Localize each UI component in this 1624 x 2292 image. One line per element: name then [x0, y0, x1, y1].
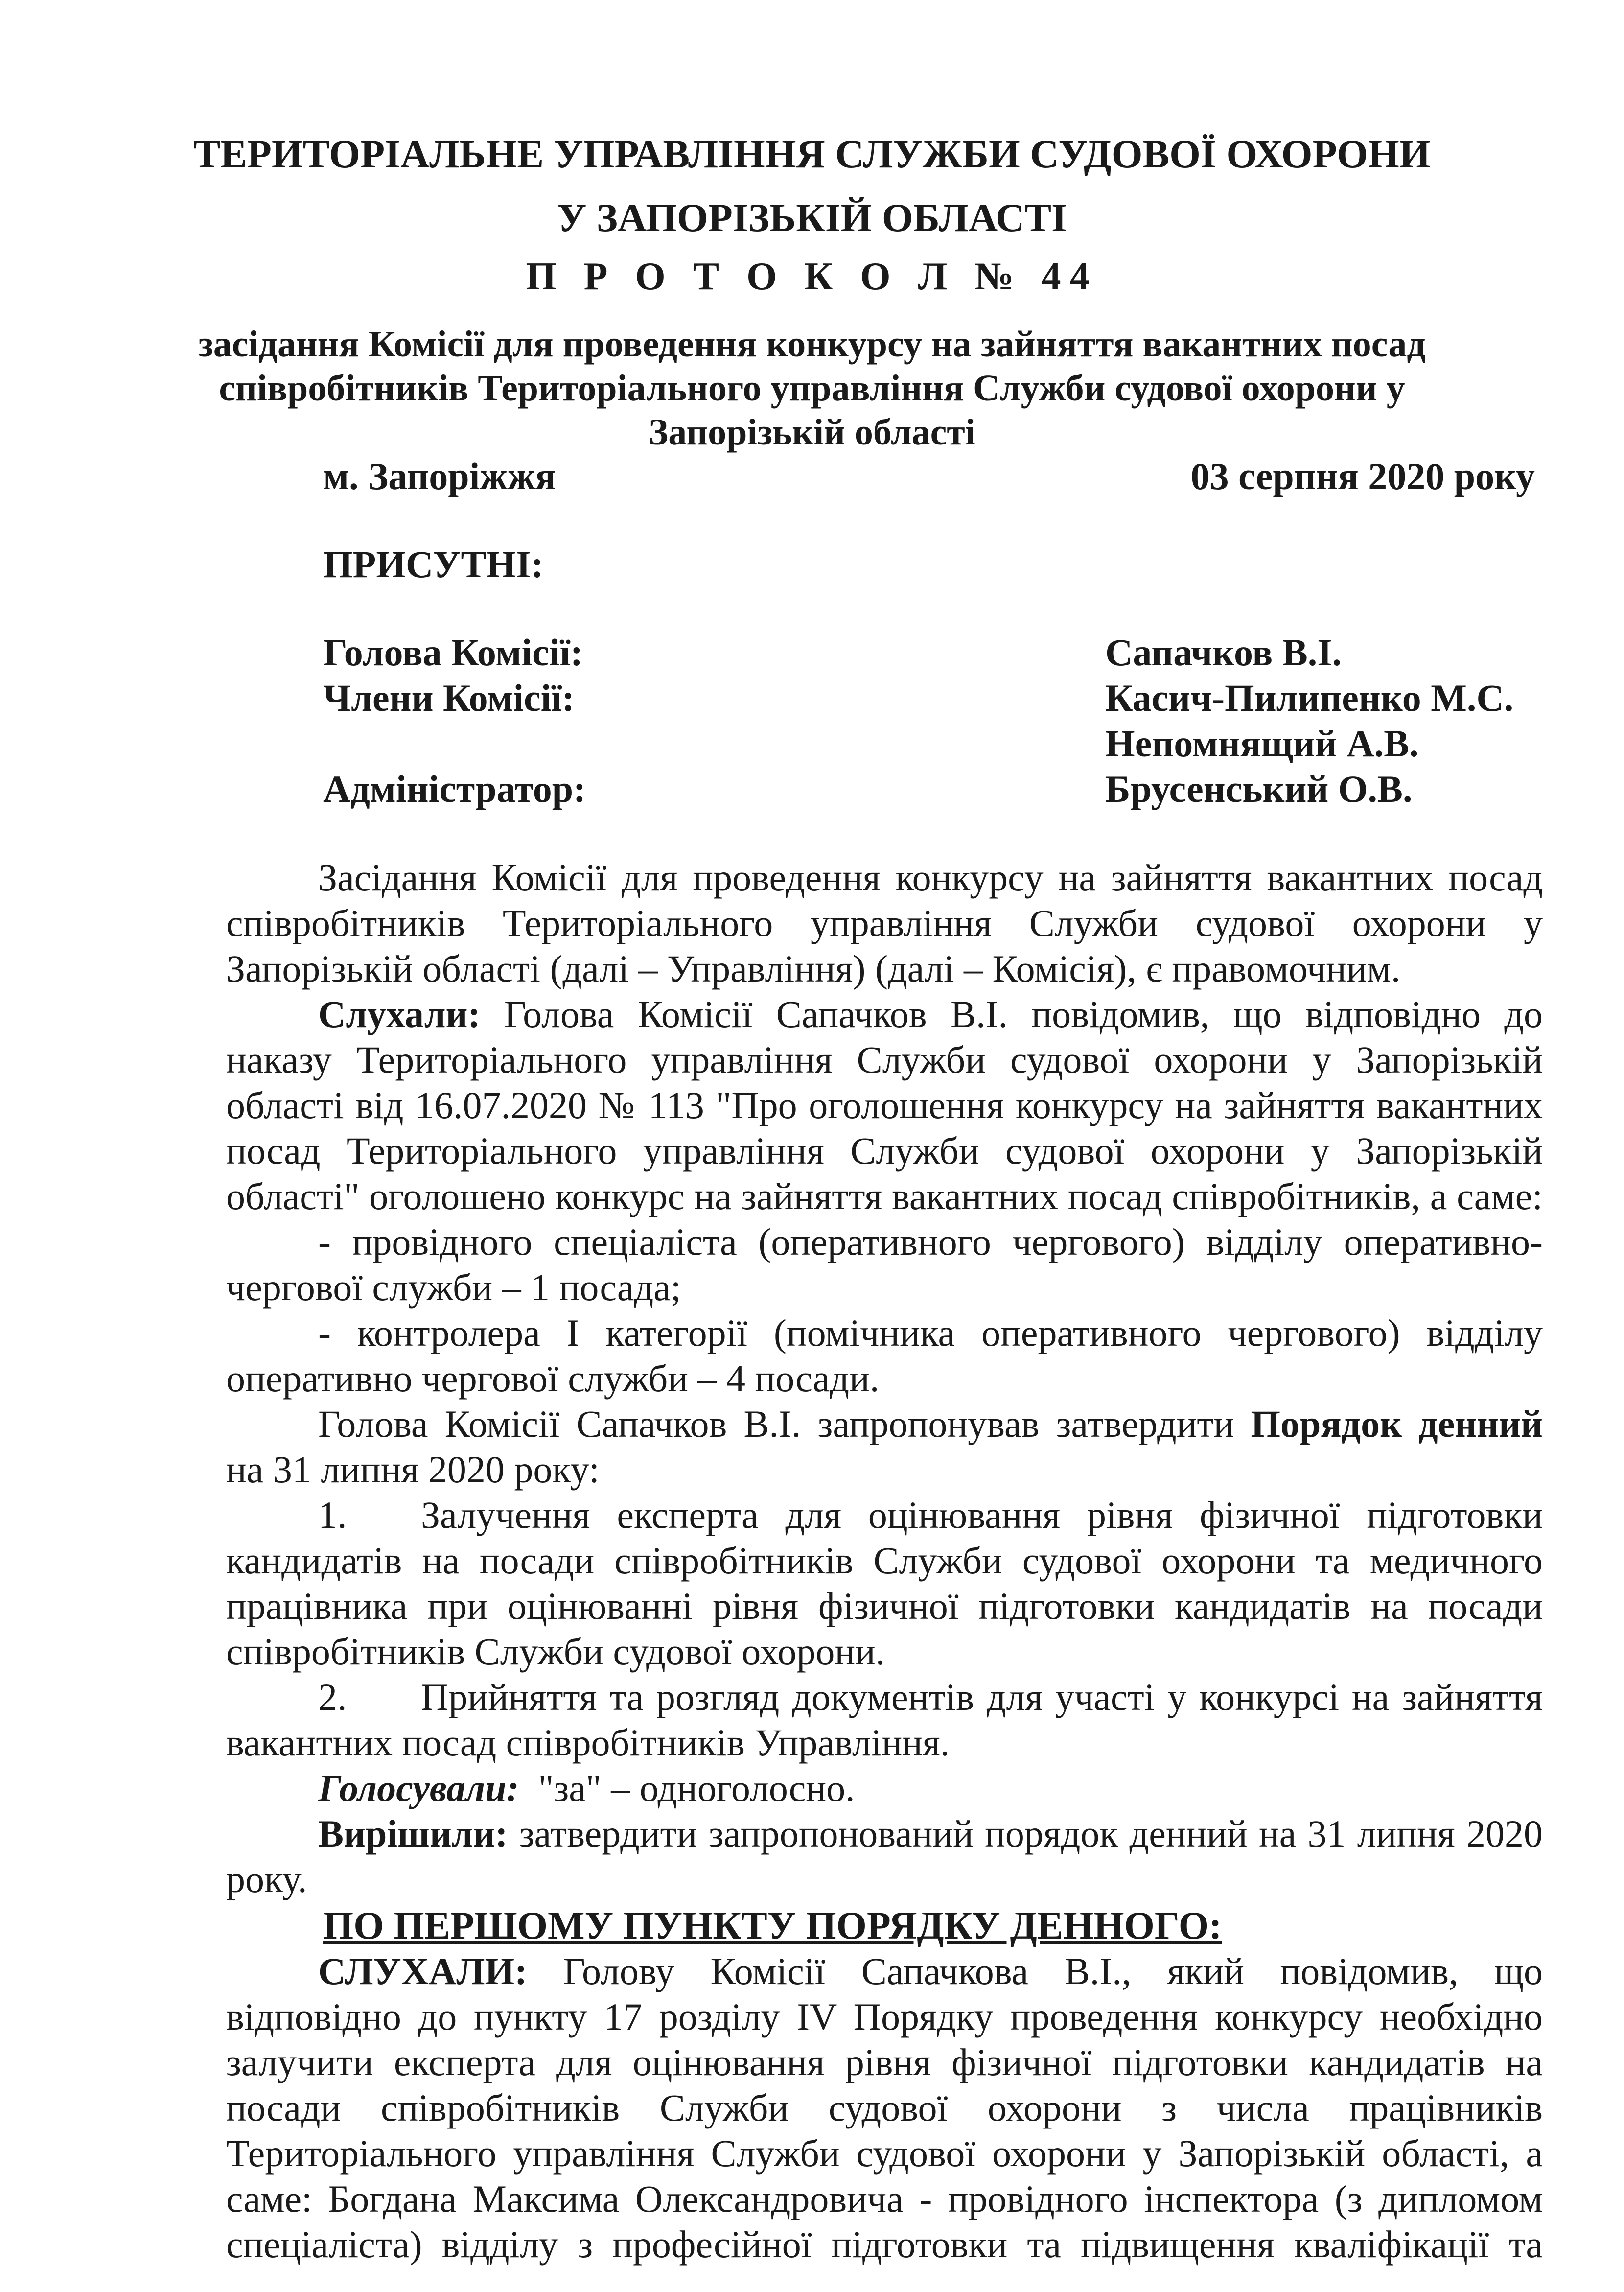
heard-label: Слухали:: [318, 993, 481, 1035]
paragraph-line: [318, 991, 1543, 1038]
admin-label: Адміністратор:: [323, 768, 586, 810]
agenda-item-1-line: співробітників Служби судової охорони.: [226, 1630, 885, 1673]
paragraph-line: - провідного спеціаліста (оперативного чергового) відділу оперативно-: [318, 1220, 1543, 1263]
decided-text: затвердити запропонований порядок денний на 31 липня 2020: [519, 1812, 1543, 1855]
paragraph-line: спеціаліста) відділу з професійної підготовки та підвищення кваліфікації та: [226, 2223, 1543, 2266]
agenda-item-1-number: 1.: [318, 1494, 347, 1536]
decided-label: Вирішили:: [318, 1812, 508, 1855]
place: м. Запоріжжя: [323, 455, 556, 497]
chair-label: Голова Комісії:: [323, 631, 583, 674]
member-2-name: Непомнящий А.В.: [1105, 722, 1419, 765]
heard-label-upper: СЛУХАЛИ:: [318, 1950, 528, 1992]
present-label: ПРИСУТНІ:: [323, 543, 544, 585]
paragraph-line: області від 16.07.2020 № 113 "Про оголошення конкурсу на зайняття вакантних: [226, 1084, 1543, 1126]
vote-line: [318, 1765, 855, 1812]
agenda-item-1-line: кандидатів на посади співробітників Служби судової охорони та медичного: [226, 1539, 1543, 1582]
paragraph-line: посад Територіального управління Служби судової охорони у Запорізькій: [226, 1129, 1543, 1172]
date: 03 серпня 2020 року: [1190, 455, 1535, 497]
paragraph-line: [318, 1948, 1543, 1995]
subtitle-line2: співробітників Територіального управління Служби судової охорони у: [219, 368, 1405, 409]
paragraph-line: області" оголошено конкурс на зайняття вакантних посад співробітників, а саме:: [226, 1175, 1543, 1217]
paragraph-text: Голову Комісії Сапачкова В.І., який повідомив, що: [563, 1950, 1543, 1992]
paragraph-line: посади співробітників Служби судової охорони з числа працівників: [226, 2086, 1543, 2129]
subtitle-line3: Запорізькій області: [649, 412, 975, 453]
paragraph-line: залучити експерта для оцінювання рівня фізичної підготовки кандидатів на: [226, 2041, 1543, 2083]
paragraph-line: Засідання Комісії для проведення конкурсу на зайняття вакантних посад: [318, 856, 1543, 899]
paragraph-line: на 31 липня 2020 року:: [226, 1448, 600, 1491]
paragraph-line: відповідно до пункту 17 розділу IV Порядку проведення конкурсу необхідно: [226, 1995, 1543, 2038]
org-title-line2: У ЗАПОРІЗЬКІЙ ОБЛАСТІ: [557, 195, 1067, 240]
org-title-line1: ТЕРИТОРІАЛЬНЕ УПРАВЛІННЯ СЛУЖБИ СУДОВОЇ ОХОРОНИ: [193, 132, 1431, 176]
paragraph-line: співробітників Територіального управління Служби судової охорони у: [226, 902, 1543, 944]
paragraph-line: саме: Богдана Максима Олександровича - провідного інспектора (з дипломом: [226, 2177, 1543, 2220]
paragraph-line: - контролера І категорії (помічника оперативного чергового) відділу: [318, 1311, 1543, 1354]
paragraph-line: Запорізькій області (далі – Управління) (далі – Комісія), є правомочним.: [226, 947, 1401, 990]
section-heading: ПО ПЕРШОМУ ПУНКТУ ПОРЯДКУ ДЕННОГО:: [323, 1904, 1222, 1947]
admin-name: Брусенський О.В.: [1105, 768, 1413, 810]
agenda-item-2-line: вакантних посад співробітників Управління.: [226, 1721, 950, 1764]
paragraph-line: оперативно чергової служби – 4 посади.: [226, 1357, 880, 1400]
agenda-item-1-line: працівника при оцінюванні рівня фізичної підготовки кандидатів на посади: [226, 1585, 1543, 1627]
paragraph-line: наказу Територіального управління Служби судової охорони у Запорізькій: [226, 1038, 1543, 1081]
paragraph-line: чергової служби – 1 посада;: [226, 1266, 681, 1309]
agenda-item-2-number: 2.: [318, 1676, 347, 1718]
paragraph-line: [318, 1401, 1543, 1448]
paragraph-text: Голова Комісії Сапачков В.І. запропонував затвердити: [318, 1403, 1234, 1445]
agenda-item-1-line: Залучення експерта для оцінювання рівня фізичної підготовки: [421, 1494, 1543, 1536]
members-label: Члени Комісії:: [323, 677, 575, 719]
subtitle-line1: засідання Комісії для проведення конкурсу на зайняття вакантних посад: [198, 324, 1426, 365]
vote-label: Голосували:: [318, 1767, 519, 1809]
chair-name: Сапачков В.І.: [1105, 631, 1342, 674]
vote-result: "за" – одноголосно.: [538, 1767, 855, 1809]
decided-line: року.: [226, 1858, 307, 1900]
member-1-name: Касич-Пилипенко М.С.: [1105, 677, 1514, 719]
protocol-title: П Р О Т О К О Л № 44: [526, 255, 1098, 298]
paragraph-text: Голова Комісії Сапачков В.І. повідомив, що відповідно до: [504, 993, 1543, 1035]
decided-line: [318, 1810, 1543, 1857]
paragraph-line: Територіального управління Служби судової охорони у Запорізькій області, а: [226, 2132, 1543, 2175]
agenda-item-2-line: Прийняття та розгляд документів для участі у конкурсі на зайняття: [421, 1676, 1543, 1718]
agenda-label: Порядок денний: [1251, 1403, 1543, 1445]
